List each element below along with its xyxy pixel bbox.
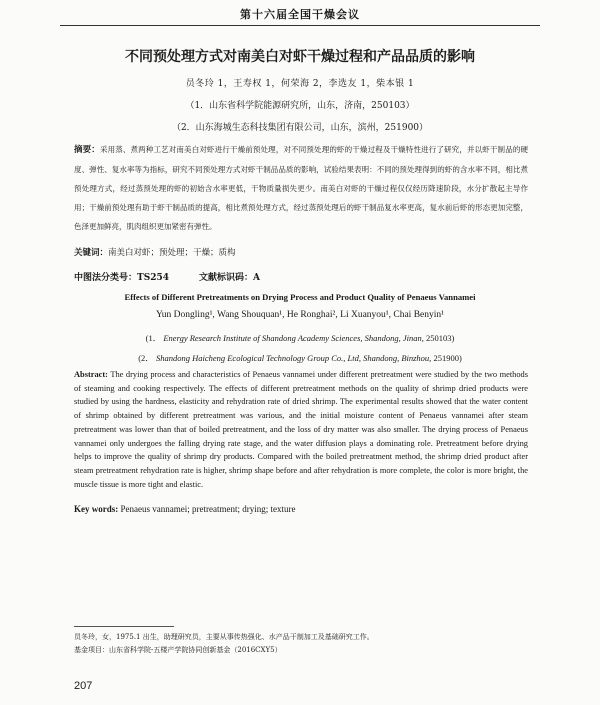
classification-line <box>74 270 290 283</box>
keywords-cn-text: 南美白对虾；预处理；干燥；质构 <box>108 248 236 258</box>
footnote-divider <box>74 626 174 627</box>
authors-cn: 员冬玲 1，王寿权 1，何荣海 2，李选友 1，柴本银 1 <box>185 79 415 89</box>
footnote-author: 员冬玲，女，1975.1 出生，助理研究员，主要从事传热强化、水产品干制加工及基础研究工作。 <box>74 633 374 641</box>
page-number: 207 <box>74 680 93 692</box>
affiliation-cn-1: （1．山东省科学院能源研究所，山东，济南，250103） <box>185 101 415 111</box>
abstract-en <box>74 368 528 491</box>
header-divider <box>60 25 540 26</box>
paper-title-en: Effects of Different Pretreatments on Drying Process and Product Quality of Penaeus Vannamei <box>124 292 476 302</box>
affiliation-cn-2: （2．山东海城生态科技集团有限公司，山东，滨州，251900） <box>171 123 429 133</box>
abstract-en-label: Abstract: <box>74 370 108 379</box>
keywords-cn-label: 关键词： <box>74 248 109 258</box>
keywords-en-text: Penaeus vannamei; pretreatment; drying; texture <box>120 504 296 514</box>
affiliation-en-1-name: Energy Research Institute of Shandong Academy Sciences, Shandong, Jinan, <box>163 333 424 343</box>
affiliation-en-1: (1． Energy Research Institute of Shandong Academy Sciences, Shandong, Jinan, 250103) <box>145 333 455 343</box>
affiliation-en-2-name: Shandong Haicheng Ecological Technology Group Co., Ltd, Shandong, Binzhou, <box>155 353 432 363</box>
abstract-cn-label: 摘要： <box>74 145 100 155</box>
affiliation-en-2: (2． Shandong Haicheng Ecological Technology Group Co., Ltd, Shandong, Binzhou, 251900) <box>138 353 462 363</box>
abstract-en-text: The drying process and characteristics of Penaeus vannamei under different pretreatment were studied by the two methods of steaming and cooking respectively. The effects of different pretreatment methods on the quality of shrimp dried products were studied by using the hardness, elasticity and rehydration rate of dried shrimp. The experimental results showed that the water content of shrimp obtained by different pretreatment was various, and the initial moisture content of Penaeus vannamei after steam pretreatment was lower than that of boiled pretreatment, and the loss of dry matter was also smaller. The drying process of Penaeus vannamei only undergoes the falling drying rate stage, and the water diffusion plays a dominating role. Pretreatment before drying helps to improve the quality of shrimp dry products. Compared with the boiled pretreatment method, the shrimp dried product after steam pretreatment rehydration rate is higher, shrimp shape before and after rehydration is more complete, the color is more bright, the muscle tissue is more tight and elastic. <box>74 370 528 489</box>
clc-number: 中图法分类号：TS254 <box>74 273 169 283</box>
conference-header: 第十六届全国干燥会议 <box>240 8 360 21</box>
abstract-cn-text: 采用蒸、煮两种工艺对南美白对虾进行干燥前预处理，对不同预处理的虾的干燥过程及干燥特性进行了研究，并以虾干制品的硬度、弹性、复水率等为指标，研究不同预处理方式对虾干制品品质的影响，试验结果表明：不同的预处理得到的虾的含水率不同，相比煮预处理方式，经过蒸预处理的虾的初始含水率更低，干物质量损失更少。南美白对虾的干燥过程仅仅经历降速阶段，水分扩散起主导作用；干燥前预处理有助于虾干制品质的提高，相比煮预处理方式，经过蒸预处理后的虾干制品复水率更高，复水前后虾的形态更加完整，色泽更加鲜亮，肌肉组织更加紧密有弹性。 <box>74 145 528 231</box>
authors-en: Yun Dongling¹, Wang Shouquan¹, He Ronghai², Li Xuanyou¹, Chai Benyin¹ <box>156 310 444 320</box>
paper-title-cn: 不同预处理方式对南美白对虾干燥过程和产品品质的影响 <box>125 49 475 65</box>
keywords-en <box>74 504 295 514</box>
keywords-en-label: Key words: <box>74 504 119 514</box>
abstract-cn <box>74 140 528 236</box>
footnote-funding: 基金项目：山东省科学院-五楼产学院协同创新基金（2016CXY5） <box>74 646 282 654</box>
keywords-cn <box>74 246 236 258</box>
document-code: 文献标识码：A <box>198 273 260 283</box>
